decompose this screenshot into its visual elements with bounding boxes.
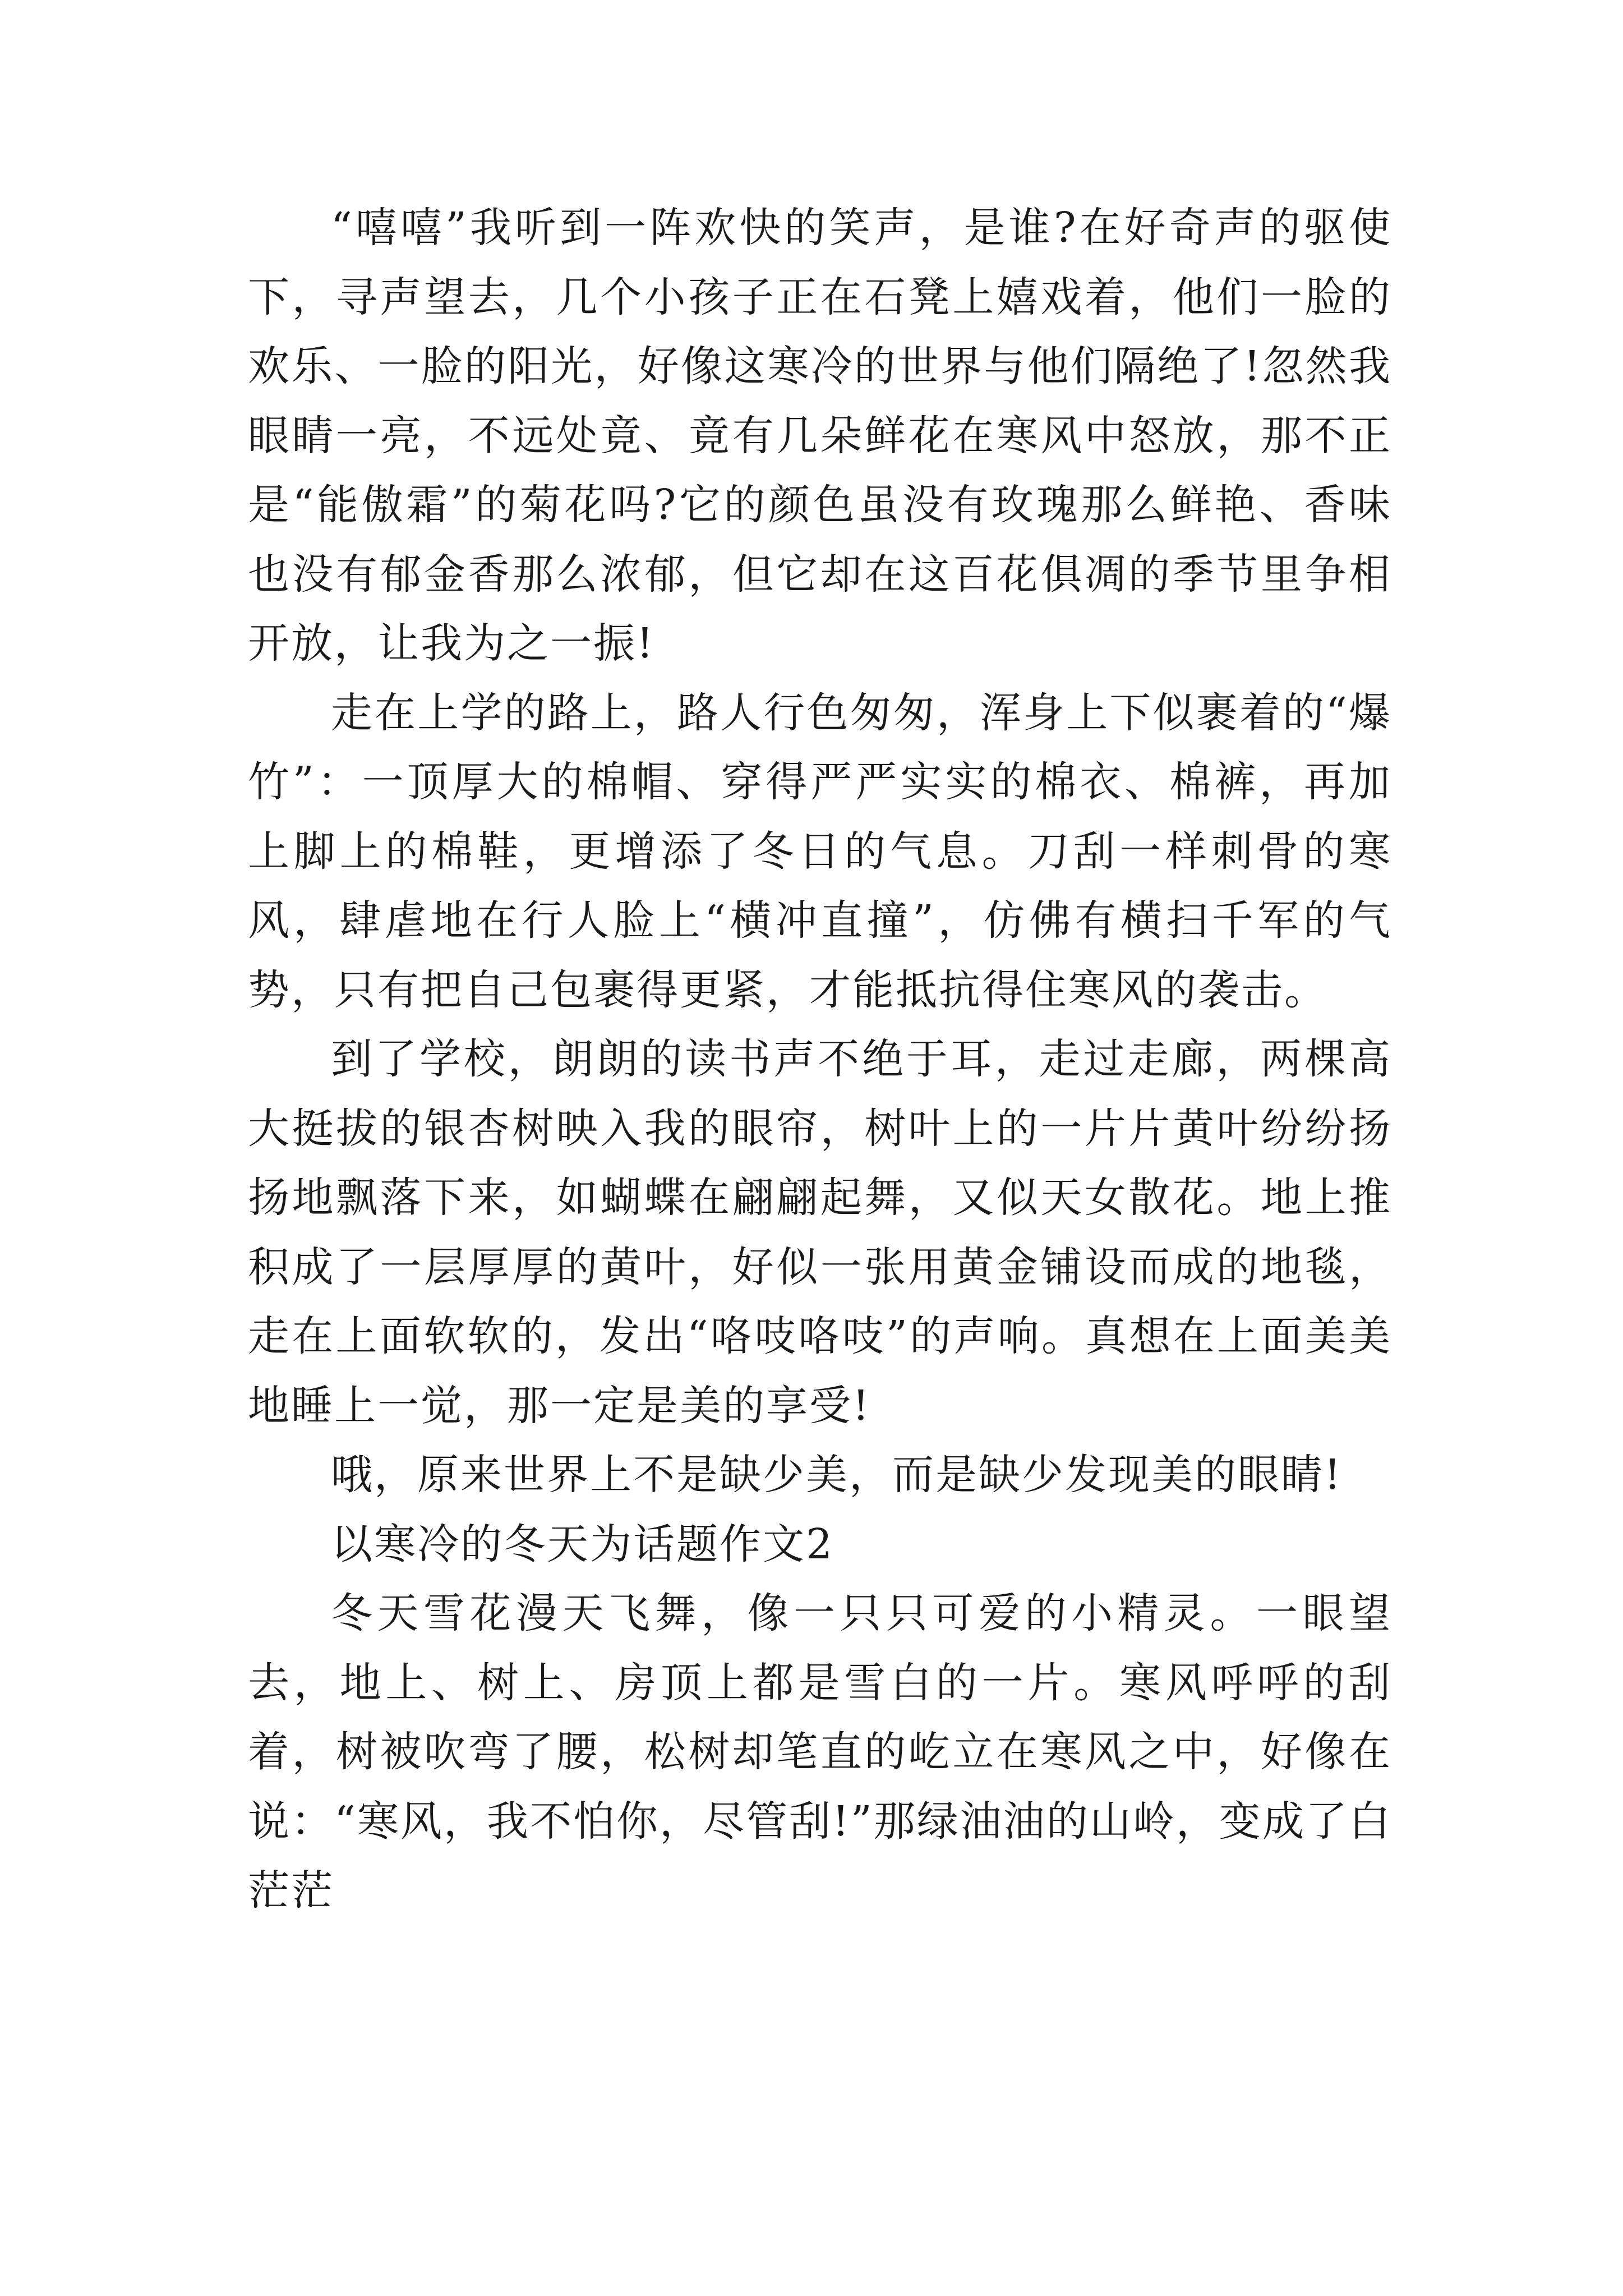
paragraph-snow-and-pine: 冬天雪花漫天飞舞，像一只只可爱的小精灵。一眼望去，地上、树上、房顶上都是雪白的一片。寒风呼呼的刮着，树被吹弯了腰，松树却笔直的屹立在寒风之中，好像在说：“寒风，我不怕你，尽管刮!”那绿油油的山岭，变成了白茫茫 <box>248 1589 1392 1915</box>
paragraph-laughter-and-chrysanthemum: “嘻嘻”我听到一阵欢快的笑声，是谁?在好奇声的驱使下，寻声望去，几个小孩子正在石凳上嬉戏着，他们一脸的欢乐、一脸的阳光，好像这寒冷的世界与他们隔绝了!忽然我眼睛一亮，不远处竟、竟有几朵鲜花在寒风中怒放，那不正是“能傲霜”的菊花吗?它的颜色虽没有玫瑰那么鲜艳、香味也没有郁金香那么浓郁，但它却在这百花俱凋的季节里争相开放，让我为之一振! <box>248 204 1392 668</box>
essay-heading: 以寒冷的冬天为话题作文2 <box>331 1520 834 1568</box>
paragraph-conclusion: 哦，原来世界上不是缺少美，而是缺少发现美的眼睛! <box>331 1451 1343 1499</box>
document-body <box>248 194 1392 1926</box>
paragraph-way-to-school: 走在上学的路上，路人行色匆匆，浑身上下似裹着的“爆竹”：一顶厚大的棉帽、穿得严严实实的棉衣、棉裤，再加上脚上的棉鞋，更增添了冬日的气息。刀刮一样刺骨的寒风，肆虐地在行人脸上“横冲直撞”，仿佛有横扫千军的气势，只有把自己包裹得更紧，才能抵抗得住寒风的袭击。 <box>248 688 1392 1014</box>
paragraph-ginkgo-trees: 到了学校，朗朗的读书声不绝于耳，走过走廊，两棵高大挺拔的银杏树映入我的眼帘，树叶上的一片片黄叶纷纷扬扬地飘落下来，如蝴蝶在翩翩起舞，又似天女散花。地上推积成了一层厚厚的黄叶，好似一张用黄金铺设而成的地毯，走在上面软软的，发出“咯吱咯吱”的声响。真想在上面美美地睡上一觉，那一定是美的享受! <box>248 1035 1392 1430</box>
